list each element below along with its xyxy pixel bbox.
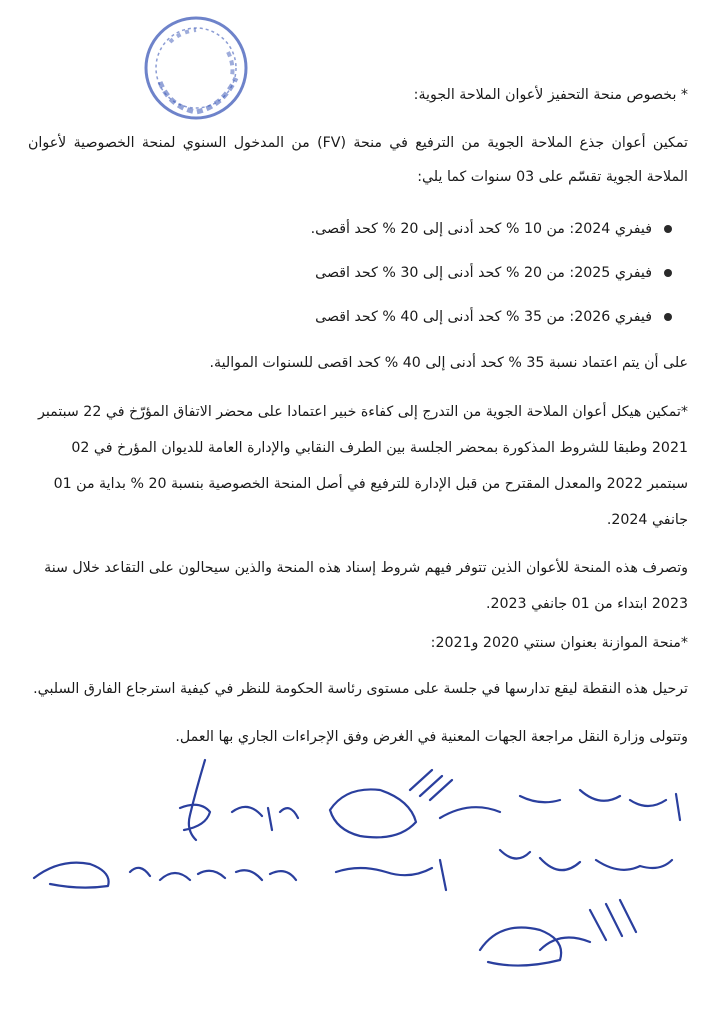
signature-5-icon — [336, 850, 672, 890]
official-stamp-icon — [140, 12, 252, 124]
paragraph-balance-grant-heading: *منحة الموازنة بعنوان سنتي 2020 و2021: — [430, 635, 688, 651]
paragraph-retirees: وتصرف هذه المنحة للأعوان الذين تتوفر فيهم شروط إسناد هذه المنحة والذين سيحالون على التقاعد خلال سنة 2023 ابتداء من 01 جانفي 2023. — [44, 560, 688, 612]
paragraph-following-years: على أن يتم اعتماد نسبة 35 % كحد أدنى إلى 40 % كحد اقصى للسنوات الموالية. — [209, 355, 688, 371]
paragraph-expert-level: *تمكين هيكل أعوان الملاحة الجوية من التدرج إلى كفاءة خبير اعتمادا على محضر الاتفاق المؤرّخ في 22 سبتمبر 2021 وطبقا للشروط المذكورة بمحضر الجلسة بين الطرف النقابي والإدارة العامة للديوان المؤرخ في 02 سبتمبر 2022 والمعدل المقترح من قبل الإدارة للترفيع في أصل المنحة الخصوصية بنسبة 20 % بداية من 01 جانفي 2024. — [38, 404, 688, 528]
signature-4-icon — [440, 790, 680, 820]
signature-2-icon — [34, 863, 296, 888]
section-heading: * بخصوص منحة التحفيز لأعوان الملاحة الجوية: — [413, 87, 688, 103]
list-item: فيفري 2025: من 20 % كحد أدنى إلى 30 % كحد اقصى — [311, 256, 672, 300]
list-item: فيفري 2026: من 35 % كحد أدنى إلى 40 % كحد اقصى — [311, 300, 672, 344]
bullet-list — [311, 212, 672, 344]
list-item: فيفري 2024: من 10 % كحد أدنى إلى 20 % كحد أقصى. — [311, 212, 672, 256]
signature-1-icon — [180, 760, 298, 840]
paragraph-incentive: تمكين أعوان جذع الملاحة الجوية من الترفيع في منحة (FV) من المدخول السنوي لمنحة الخصوصية لأعوان الملاحة الجوية تقسّم على 03 سنوات كما يلي: — [28, 135, 688, 185]
signature-3-icon — [330, 770, 452, 837]
paragraph-ministry-transport: وتتولى وزارة النقل مراجعة الجهات المعنية في الغرض وفق الإجراءات الجاري بها العمل. — [175, 729, 688, 745]
paragraph-government-session: ترحيل هذه النقطة ليقع تدارسها في جلسة على مستوى رئاسة الحكومة للنظر في كيفية استرجاع الفارق السلبي. — [33, 681, 688, 697]
signature-6-icon — [480, 900, 636, 966]
